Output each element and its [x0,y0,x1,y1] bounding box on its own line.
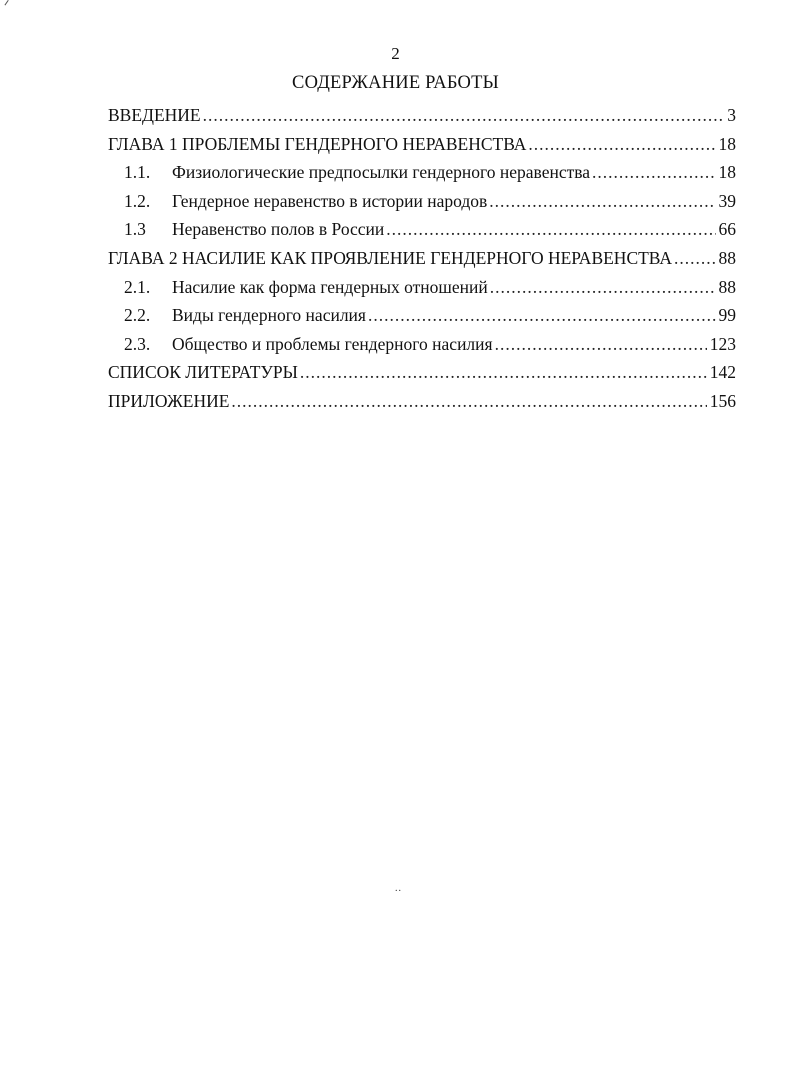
toc-entry-label: Виды гендерного насилия [172,305,366,326]
toc-dot-leader [203,101,725,130]
toc-dot-leader [231,387,706,416]
toc-entry-label: ПРИЛОЖЕНИЕ [108,390,230,411]
toc-entry-label: Неравенство полов в России [172,219,385,240]
toc-entry-number: 1.3 [124,219,146,240]
toc-dot-leader [490,273,716,302]
toc-entry-page: 66 [718,219,736,240]
toc-entry-references[interactable] [108,358,736,387]
toc-entry-introduction[interactable] [108,101,736,130]
toc-dot-leader [495,330,707,359]
toc-entry-label: ГЛАВА 2 НАСИЛИЕ КАК ПРОЯВЛЕНИЕ ГЕНДЕРНОГО НЕРАВЕНСТВА [108,247,673,268]
toc-dot-leader [300,358,707,387]
toc-entry-label: Гендерное неравенство в истории народов [172,190,488,211]
toc-entry-label: Общество и проблемы гендерного насилия [172,333,493,354]
toc-entry-page: 123 [709,333,736,354]
toc-entry-label: СПИСОК ЛИТЕРАТУРЫ [108,362,298,383]
toc-entry-section-1-3[interactable] [108,215,736,244]
toc-dot-leader [528,130,715,159]
scan-artifact-dots: .. [395,883,402,894]
toc-entry-section-1-2[interactable] [108,187,736,216]
toc-entry-number: 2.3. [124,333,151,354]
toc-entry-page: 142 [709,362,736,383]
toc-entry-number: 1.2. [124,190,151,211]
page-number: 2 [391,44,400,63]
toc-entry-page: 39 [718,190,736,211]
toc-dot-leader [489,187,715,216]
toc-entry-chapter-2[interactable] [108,244,736,273]
table-of-contents [108,101,736,416]
toc-dot-leader [386,215,715,244]
toc-entry-page: 3 [727,105,736,125]
toc-dot-leader [592,158,715,187]
toc-entry-number: 2.1. [124,276,151,297]
toc-entry-label: ГЛАВА 1 ПРОБЛЕМЫ ГЕНДЕРНОГО НЕРАВЕНСТВА [108,133,527,154]
toc-entry-label: Насилие как форма гендерных отношений [172,276,488,297]
toc-entry-page: 156 [709,390,736,411]
toc-entry-number: 2.2. [124,305,151,326]
toc-dot-leader [674,244,715,273]
toc-entry-section-2-1[interactable] [108,273,736,302]
toc-title: СОДЕРЖАНИЕ РАБОТЫ [292,73,499,93]
scan-artifact-mark [4,0,9,6]
toc-entry-page: 88 [718,247,736,268]
toc-entry-number: 1.1. [124,162,151,183]
toc-entry-section-2-2[interactable] [108,301,736,330]
toc-dot-leader [368,301,716,330]
toc-entry-label: Физиологические предпосылки гендерного неравенства [172,162,591,183]
toc-entry-appendix[interactable] [108,387,736,416]
toc-entry-page: 18 [718,162,736,183]
toc-entry-section-2-3[interactable] [108,330,736,359]
toc-entry-page: 88 [718,276,736,297]
toc-entry-page: 99 [718,305,736,326]
toc-entry-section-1-1[interactable] [108,158,736,187]
toc-entry-page: 18 [718,133,736,154]
toc-entry-chapter-1[interactable] [108,130,736,159]
toc-entry-label: ВВЕДЕНИЕ [108,105,201,125]
